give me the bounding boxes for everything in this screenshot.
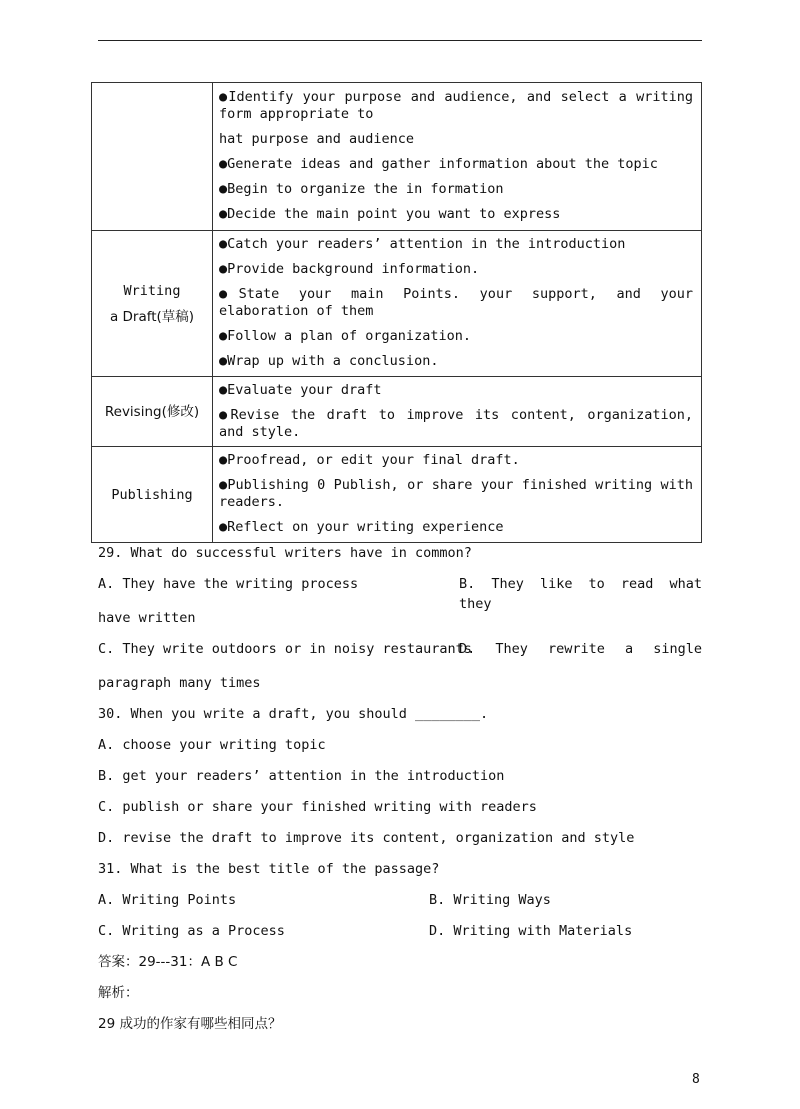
stage-cell-empty (92, 83, 213, 231)
list-item: ●Publishing 0 Publish, or share your finished writing with readers. (219, 477, 693, 510)
list-item: ●Wrap up with a conclusion. (219, 353, 439, 369)
analysis-q29: 29 成功的作家有哪些相同点？ (98, 1016, 282, 1032)
list-item: ●Generate ideas and gather information about the topic (219, 156, 658, 172)
page-number: 8 (692, 1072, 700, 1087)
table-row (92, 83, 702, 231)
list-item: ●Decide the main point you want to express (219, 206, 561, 222)
q29-option-d-line2: paragraph many times (98, 675, 261, 691)
points-cell (213, 377, 702, 447)
q31-option-d: D. Writing with Materials (429, 923, 633, 939)
q29-option-a: A. They have the writing process (98, 576, 359, 592)
table-row (92, 447, 702, 543)
list-item: ●Proofread, or edit your final draft. (219, 452, 520, 468)
stage-label: Revising(修改) (104, 403, 200, 420)
points-cell (213, 231, 702, 377)
q29-option-d-line1: D. They rewrite a single (459, 641, 702, 657)
list-item: ●Begin to organize the in formation (219, 181, 504, 197)
q30-option-d: D. revise the draft to improve its content, organization and style (98, 830, 635, 846)
stage-cell-publishing (92, 447, 213, 543)
question-29-stem: 29. What do successful writers have in common? (98, 545, 472, 561)
stage-label-line1: Writing (123, 282, 181, 299)
analysis-label: 解析： (98, 985, 139, 1001)
stage-cell-revising (92, 377, 213, 447)
writing-process-table (91, 82, 702, 543)
q29-option-b-line2: have written (98, 610, 196, 626)
list-item: ●Catch your readers’ attention in the introduction (219, 236, 626, 252)
q31-option-a: A. Writing Points (98, 892, 237, 908)
list-item: ●Revise the draft to improve its content, organization, and style. (219, 406, 693, 440)
q29-option-b-line1: B. They like to read what they (459, 576, 702, 612)
q31-option-b: B. Writing Ways (429, 892, 551, 908)
table-row (92, 231, 702, 377)
table-row (92, 377, 702, 447)
points-cell (213, 447, 702, 543)
question-30-stem: 30. When you write a draft, you should ________. (98, 706, 489, 722)
q30-option-a: A. choose your writing topic (98, 737, 326, 753)
q30-option-c: C. publish or share your finished writing with readers (98, 799, 537, 815)
answer-line: 答案：29---31：A B C (98, 954, 238, 970)
q30-option-b: B. get your readers’ attention in the introduction (98, 768, 505, 784)
list-item: ●Evaluate your draft (219, 381, 382, 398)
list-item: hat purpose and audience (219, 131, 415, 147)
stage-label-line2: a Draft(草稿) (109, 308, 195, 325)
list-item: ●Identify your purpose and audience, and select a writing form appropriate to (219, 89, 693, 122)
q31-option-c: C. Writing as a Process (98, 923, 285, 939)
list-item: ●Follow a plan of organization. (219, 328, 471, 344)
stage-cell-writing-draft (92, 231, 213, 377)
q29-option-c: C. They write outdoors or in noisy restaurants (98, 641, 472, 657)
list-item: ●Reflect on your writing experience (219, 519, 504, 535)
question-31-stem: 31. What is the best title of the passage? (98, 861, 440, 877)
header-rule (98, 40, 702, 41)
list-item: ●Provide background information. (219, 261, 480, 277)
list-item: ●State your main Points. your support, and your elaboration of them (219, 286, 693, 319)
points-cell (213, 83, 702, 231)
stage-label: Publishing (111, 486, 193, 503)
